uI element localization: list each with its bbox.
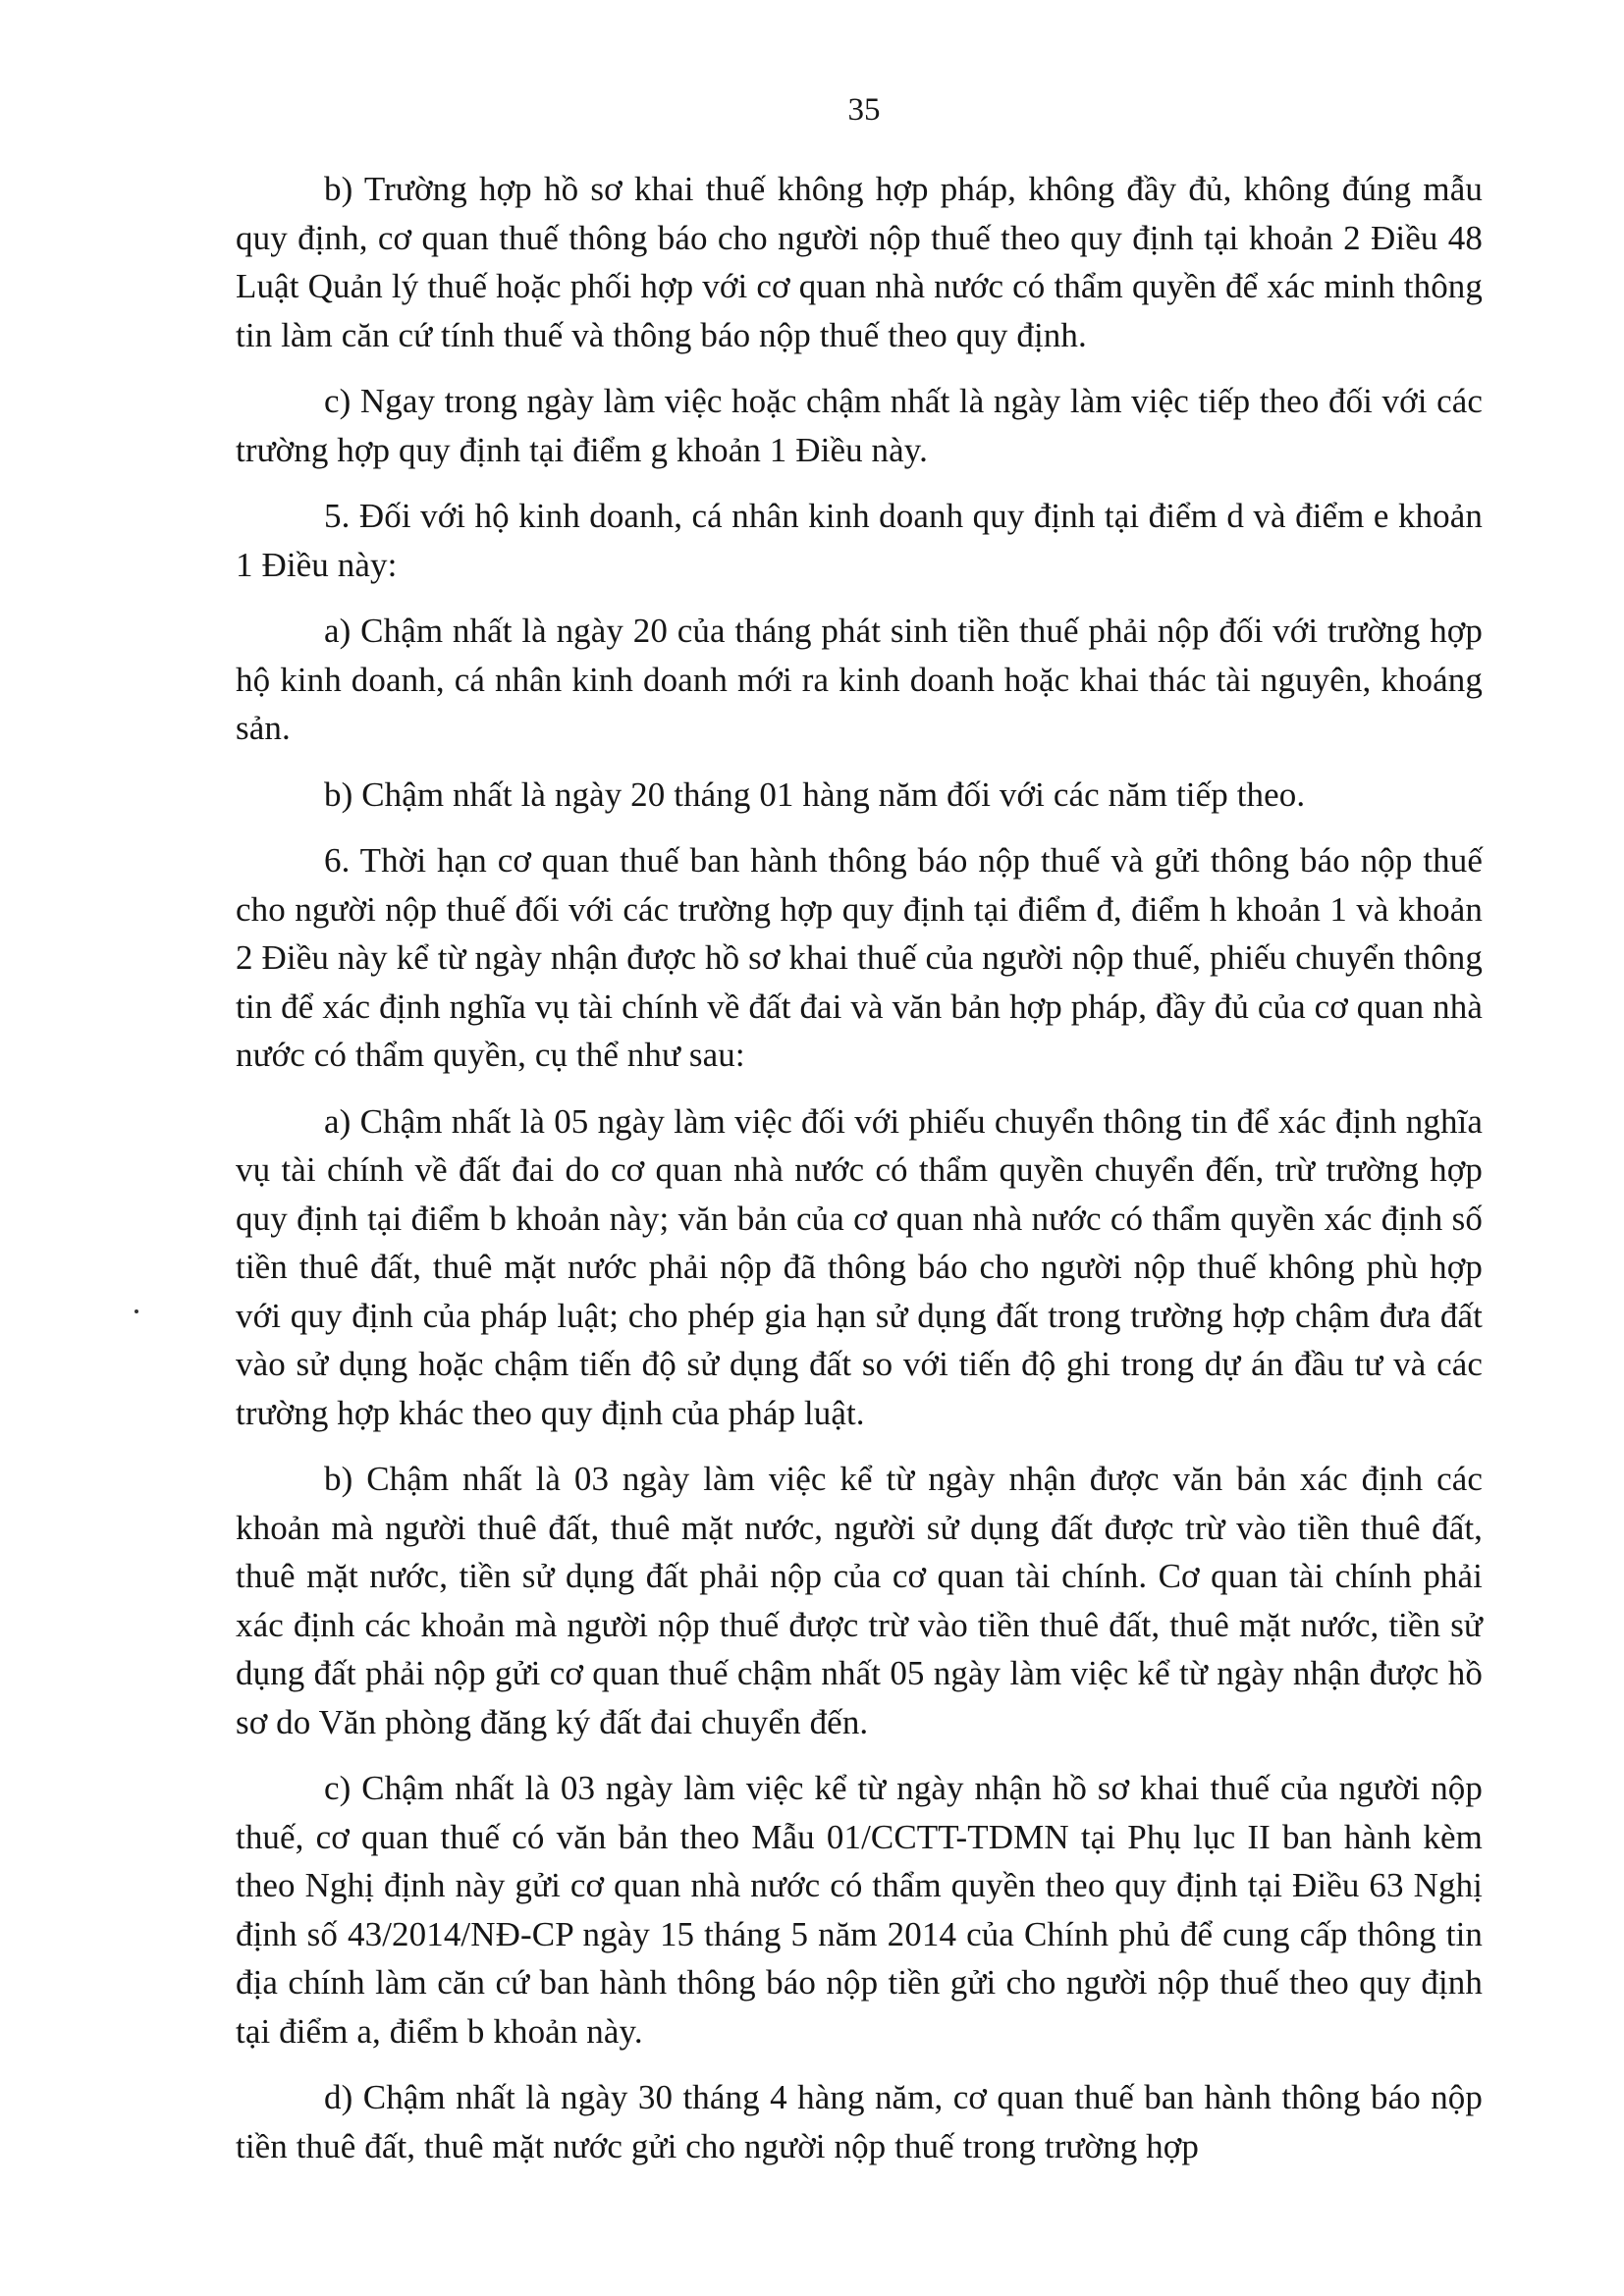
paragraph-4c: c) Ngay trong ngày làm việc hoặc chậm nhất là ngày làm việc tiếp theo đối với các trường hợp quy định tại điểm g khoản 1 Điều này.: [236, 382, 1483, 469]
scan-speck: [135, 1309, 138, 1313]
paragraph-6d: d) Chậm nhất là ngày 30 tháng 4 hàng năm, cơ quan thuế ban hành thông báo nộp tiền thuê đất, thuê mặt nước gửi cho người nộp thuế trong trường hợp: [236, 2078, 1483, 2165]
paragraph-6a: a) Chậm nhất là 05 ngày làm việc đối với phiếu chuyển thông tin để xác định nghĩa vụ tài chính về đất đai do cơ quan nhà nước có thẩm quyền chuyển đến, trừ trường hợp quy định tại điểm b khoản này; văn bản của cơ quan nhà nước có thẩm quyền xác định số tiền thuê đất, thuê mặt nước phải nộp đã thông báo cho người nộp thuế không phù hợp với quy định của pháp luật; cho phép gia hạn sử dụng đất trong trường hợp chậm đưa đất vào sử dụng hoặc chậm tiến độ sử dụng đất so với tiến độ ghi trong dự án đầu tư và các trường hợp khác theo quy định của pháp luật.: [236, 1101, 1483, 1432]
paragraph-5: 5. Đối với hộ kinh doanh, cá nhân kinh doanh quy định tại điểm d và điểm e khoản 1 Điều này:: [236, 497, 1483, 584]
paragraph-6b: b) Chậm nhất là 03 ngày làm việc kể từ ngày nhận được văn bản xác định các khoản mà người thuê đất, thuê mặt nước, người sử dụng đất được trừ vào tiền thuê đất, thuê mặt nước, tiền sử dụng đất phải nộp của cơ quan tài chính. Cơ quan tài chính phải xác định các khoản mà người nộp thuế được trừ vào tiền thuê đất, thuê mặt nước, tiền sử dụng đất phải nộp gửi cơ quan thuế chậm nhất 05 ngày làm việc kể từ ngày nhận được hồ sơ do Văn phòng đăng ký đất đai chuyển đến.: [236, 1460, 1483, 1741]
paragraph-6: 6. Thời hạn cơ quan thuế ban hành thông báo nộp thuế và gửi thông báo nộp thuế cho người nộp thuế đối với các trường hợp quy định tại điểm đ, điểm h khoản 1 và khoản 2 Điều này kể từ ngày nhận được hồ sơ khai thuế của người nộp thuế, phiếu chuyển thông tin để xác định nghĩa vụ tài chính về đất đai và văn bản hợp pháp, đầy đủ của cơ quan nhà nước có thẩm quyền, cụ thể như sau:: [236, 841, 1483, 1074]
paragraph-4b: b) Trường hợp hồ sơ khai thuế không hợp pháp, không đầy đủ, không đúng mẫu quy định, cơ quan thuế thông báo cho người nộp thuế theo quy định tại khoản 2 Điều 48 Luật Quản lý thuế hoặc phối hợp với cơ quan nhà nước có thẩm quyền để xác minh thông tin làm căn cứ tính thuế và thông báo nộp thuế theo quy định.: [236, 170, 1483, 354]
paragraph-6c: c) Chậm nhất là 03 ngày làm việc kể từ ngày nhận hồ sơ khai thuế của người nộp thuế, cơ quan thuế có văn bản theo Mẫu 01/CCTT-TDMN tại Phụ lục II ban hành kèm theo Nghị định này gửi cơ quan nhà nước có thẩm quyền theo quy định tại Điều 63 Nghị định số 43/2014/NĐ-CP ngày 15 tháng 5 năm 2014 của Chính phủ để cung cấp thông tin địa chính làm căn cứ ban hành thông báo nộp tiền gửi cho người nộp thuế theo quy định tại điểm a, điểm b khoản này.: [236, 1769, 1483, 2051]
paragraph-5a: a) Chậm nhất là ngày 20 của tháng phát sinh tiền thuế phải nộp đối với trường hợp hộ kinh doanh, cá nhân kinh doanh mới ra kinh doanh hoặc khai thác tài nguyên, khoáng sản.: [236, 612, 1483, 747]
page-number: 35: [847, 92, 881, 128]
document-body: [236, 165, 1483, 2188]
paragraph-5b: b) Chậm nhất là ngày 20 tháng 01 hàng năm đối với các năm tiếp theo.: [324, 774, 1306, 814]
